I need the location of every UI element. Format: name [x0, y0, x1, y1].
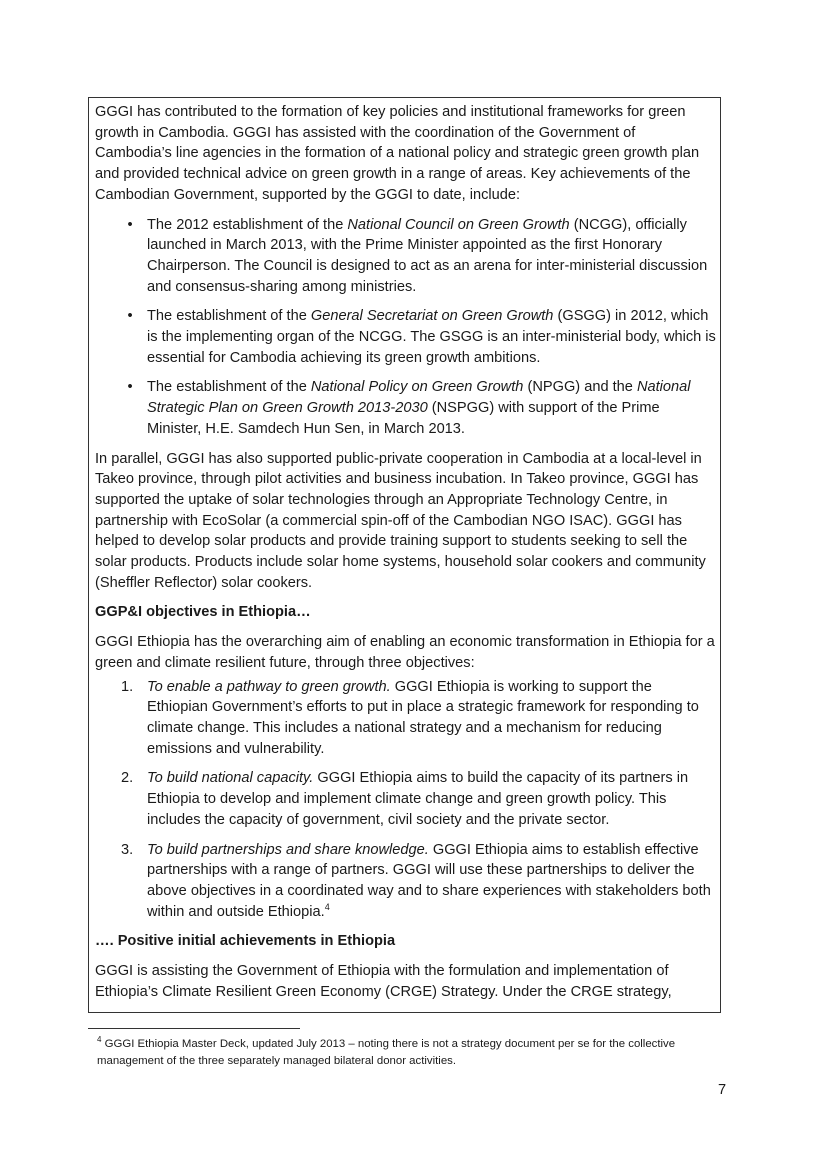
parallel-paragraph: In parallel, GGGI has also supported public-private cooperation in Cambodia at a local-level in Takeo province, through pilot activities and business incubation. In Takeo province, GGGI has supported the uptake of solar technologies through an Appropriate Technology Centre, in partnership with EcoSolar (a commercial spin-off of the Cambodian NGO ISAC). GGGI has helped to develop solar products and provide training support to students seeking to sell the solar products. Products include solar home systems, household solar cookers and community (Sheffler Reflector) solar cookers.	[95, 450, 706, 591]
list-item	[95, 377, 720, 439]
list-item-text: GGGI Ethiopia aims to establish effective partnerships with a range of partners. GGGI will use these partnerships to deliver the above objectives in a coordinated way and to share experiences with stakeholders both within and outside Ethiopia.	[147, 841, 711, 920]
footnote-reference[interactable]: 4	[324, 901, 330, 912]
list-item-italic: To build national capacity.	[147, 770, 314, 787]
list-item-text: (GSGG) in 2012, which is the implementing organ of the NCGG. The GSGG is an inter-ministerial body, which is essential for Cambodia achieving its green growth ambitions.	[147, 308, 716, 366]
list-item-text: The establishment of the	[147, 308, 311, 325]
list-item	[95, 215, 720, 298]
list-item-text: (NSPGG) with support of the Prime Minister, H.E. Samdech Hun Sen, in March 2013.	[147, 400, 660, 437]
list-item	[95, 306, 720, 368]
list-item-italic: National Policy on Green Growth	[310, 379, 524, 396]
achievements-paragraph: GGGI is assisting the Government of Ethiopia with the formulation and implementation of Ethiopia’s Climate Resilient Green Economy (CRGE) Strategy. Under the CRGE strategy,	[95, 963, 672, 1000]
section-heading: …. Positive initial achievements in Ethiopia	[95, 933, 396, 950]
bullet-icon: •	[127, 379, 133, 396]
page-number: 7	[718, 1082, 727, 1098]
list-number: 1.	[121, 678, 134, 695]
footnote-text: GGGI Ethiopia Master Deck, updated July 2013 – noting there is not a strategy document per se for the collective management of the three separately managed bilateral donor activities.	[97, 1038, 676, 1067]
list-item	[95, 677, 720, 760]
list-item-text: GGGI Ethiopia is working to support the Ethiopian Government’s efforts to put in place a strategic framework for responding to climate change. This includes a national strategy and a mechanism for reducing emissions and vulnerability.	[147, 678, 699, 757]
list-number: 3.	[121, 841, 134, 858]
cambodia-achievements-list	[95, 215, 720, 440]
list-item-text: (NPGG) and the	[523, 379, 637, 396]
list-item-italic: National Council on Green Growth	[347, 216, 570, 233]
list-item-italic: To enable a pathway to green growth.	[147, 678, 391, 695]
list-item-italic: To build partnerships and share knowledge.	[147, 841, 429, 858]
list-number: 2.	[121, 770, 134, 787]
intro-paragraph: GGGI has contributed to the formation of key policies and institutional frameworks for green growth in Cambodia. GGGI has assisted with the coordination of the Government of Cambodia’s line agencies in the formation of a national policy and strategic green growth plan and provided technical advice on green growth in a range of areas. Key achievements of the Cambodian Government, supported by the GGGI to date, include:	[95, 104, 700, 203]
list-item-text: GGGI Ethiopia aims to build the capacity of its partners in Ethiopia to develop and implement climate change and green growth policy. This includes the capacity of government, civil society and the private sector.	[147, 770, 689, 828]
list-item-text: The 2012 establishment of the	[147, 216, 348, 233]
list-item-text: The establishment of the	[147, 379, 311, 396]
list-item-italic: General Secretariat on Green Growth	[310, 308, 554, 325]
list-item-italic: National Strategic Plan on Green Growth 2013-2030	[147, 379, 691, 417]
footnote	[97, 1036, 717, 1070]
footnote-marker: 4	[97, 1035, 102, 1045]
ethiopia-intro-paragraph: GGGI Ethiopia has the overarching aim of enabling an economic transformation in Ethiopia for a green and climate resilient future, through three objectives:	[95, 634, 715, 671]
bullet-icon: •	[127, 308, 133, 325]
ethiopia-objectives-list	[95, 677, 720, 923]
list-item	[95, 840, 720, 923]
list-item-text: (NCGG), officially launched in March 2013, with the Prime Minister appointed as the first Honorary Chairperson. The Council is designed to act as an arena for inter-ministerial discussion and consensus-sharing among ministries.	[147, 216, 708, 295]
section-heading: GGP&I objectives in Ethiopia…	[95, 604, 311, 621]
text-box	[88, 97, 721, 1013]
list-item	[95, 768, 720, 830]
footnote-divider	[88, 1028, 300, 1029]
bullet-icon: •	[127, 216, 133, 233]
